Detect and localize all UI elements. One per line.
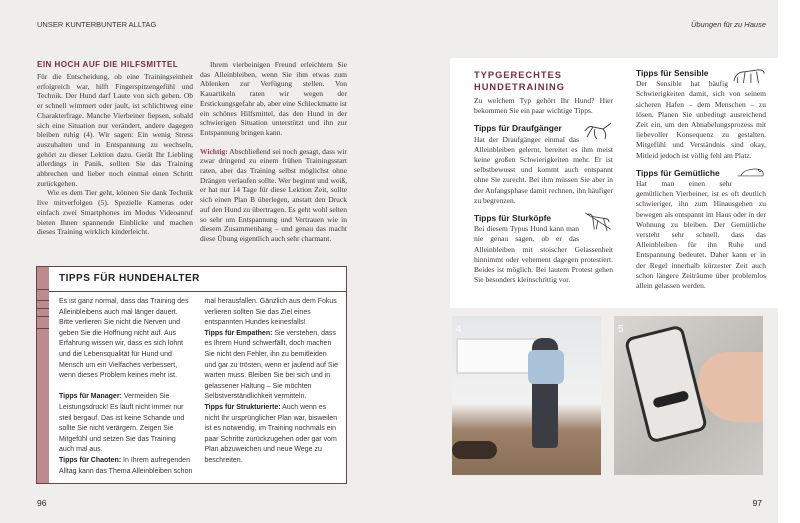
running-head: UNSER KUNTERBUNTER ALLTAG (37, 20, 157, 29)
types-column-1 (474, 70, 613, 285)
type-text: Bei diesem Typus Hund kann man nie genau sagen, ob er das Alleinbleiben mit stoischer Gelassenheit hinnimmt oder vehement dagegen protestiert. Beides ist möglich. Bei lautem Protest gehen Sie besonders kleinschrittig vor. (474, 224, 613, 285)
lying-dog-icon (736, 166, 766, 178)
important-label: Wichtig: (200, 146, 228, 156)
type-title: Tipps für Sturköpfe (474, 213, 552, 224)
column-1 (37, 60, 193, 237)
important-text: Abschließend sei noch gesagt, dass wir zwar dringend zu einem frühen Trainingsstart raten, aber das Training selbst möglichst ohne Drängen verlaufen sollte. Wer beginnt und weiß, er hat nur 14 Tage für diese Lektion Zeit, sollte sich einen Plan B überlegen, anstatt den Druck auf den Hund zu übertragen. Es geht wohl selten so sehr um Entspannung und Vertrauen wie in diesem Zusammenhang – und genau das macht diese Übung eigentlich auch sehr charmant. (200, 146, 347, 243)
box-title (474, 70, 613, 93)
tips-box-header (49, 267, 346, 292)
paragraph: Für die Entscheidung, ob eine Trainingseinheit erfolgreich war, hilft Fingerspitzengefühl und Technik. Der Hund darf Laute von sich geben. Ob er schnell wimmert oder jault, ist schlichtweg eine Charakterfrage. Manche Vierbeiner fiepsen, sobald sich eine Situation nur verändert, andere dagegen bleiben ruhig (4). Wir sagen: Ein wenig Stress auszuhalten und in Entspannung zu wechseln, gehört zu dieser Lektion dazu. Gerät Ihr Liebling allerdings in Panik, sollten Sie das Training abbrechen und lieber noch einmal einen Schritt zurückgehen. (37, 72, 193, 188)
dog-lying (452, 441, 497, 459)
tip-label: Tipps für Chaoten: (59, 456, 122, 464)
type-title: Tipps für Gemütliche (636, 167, 720, 178)
tip-text: Auch wenn es nicht Ihr ursprünglicher Plan war, bisweilen ist es notwendig, im Training nochmals ein paar Schritte zurückzugehen oder gar vom Plan abzuweichen und neue Wege zu beschreiten. (204, 403, 338, 464)
type-title: Tipps für Sensible (636, 68, 709, 78)
body-text (37, 72, 193, 237)
decorative-band (37, 267, 49, 483)
tips-columns (59, 297, 338, 477)
dog-types-box (450, 58, 778, 308)
box-title-line: HUNDETRAINING (474, 81, 565, 92)
paragraph: Wie es dem Tier geht, können Sie dank Technik live mitverfolgen (5). Spezielle Kameras oder einfach zwei Smartphones im Modus Videoanruf bieten Ihnen spannende Einblicke und machen dieses Training wirklich kinderleicht. (37, 188, 193, 237)
running-head: Übungen für zu Hause (690, 20, 766, 29)
tip-label: Tipps für Manager: (59, 393, 122, 401)
hand (698, 352, 763, 422)
page-number: 96 (37, 498, 47, 508)
type-text: Der Sensible hat häufig Schwierigkeiten damit, sich von seinem sicheren Hafen – dem Menschen – zu lösen. Planen Sie unbedingt ausreichend Zeit ein, um den Abnabelungsprozess mit liebevoller Konsequenz zu gestalten. Mitgefühl und Verständnis sind okay, Mitleid jedoch ist völlig fehl am Platz. (636, 79, 766, 160)
paragraph: Ihrem vierbeinigen Freund erleichtern Sie das Alleinbleiben, wenn Sie ihm etwas zum Ablenken zur Verfügung stellen. Von Kauartikeln raten wir wegen der Erstickungsgefahr ab, aber eine Schleckmatte ist ein schönes Hilfsmittel, das den Hund in der schwierigen Situation unterstützt und ihn zur Entspannung bringen kann. (200, 60, 347, 137)
tip-text: Vermeiden Sie Leistungsdruck! Es läuft nicht immer nur steil bergauf. Das ist keine Schande und sollte Sie nicht verärgern. Zeigen Sie Mitgefühl und setzen Sie das Training auch mal aus. (59, 393, 185, 454)
smartphone (624, 324, 708, 443)
tips-intro: Es ist ganz normal, dass das Training des Alleinbleibens auch mal länger dauert. Bitte verlieren Sie nicht die Nerven und geben Sie die Hoffnung nicht auf. Aus Erfahrung wissen wir, dass es sich lohnt und die Lebensqualität für Hund und Mensch um ein Vielfaches verbessert, wenn dieses Problem keines mehr ist. (59, 298, 189, 380)
shy-dog-icon (732, 66, 766, 85)
right-page (400, 0, 778, 523)
stubborn-dog-icon (583, 211, 613, 233)
tip-text: Sie verstehen, dass es Ihrem Hund schwerfällt, doch machen Sie nicht den Fehler, ihn zu bemitleiden und gar zu trösten, wenn er jaulend auf Sie warten muss. Bleiben Sie bei sich und in gelassener Haltung – Sie möchten Selbstverständlichkeit vermitteln. (204, 329, 338, 401)
jumping-dog-icon (583, 121, 613, 141)
types-column-2 (636, 61, 766, 291)
tip-label: Tipps für Strukturierte: (204, 403, 281, 411)
photo-number: 4 (456, 324, 462, 335)
type-title: Tipps für Draufgänger (474, 123, 562, 134)
tip-label: Tipps für Empathen: (204, 329, 273, 337)
window (456, 338, 536, 374)
box-intro: Zu welchem Typ gehört Ihr Hund? Hier bekommen Sie ein paar wichtige Tipps. (474, 96, 613, 116)
tips-box-title: TIPPS FÜR HUNDEHALTER (59, 273, 200, 284)
tip-text: In Ihrem aufregenden Alltag kann das Thema Alleinbleiben schon mal herausfallen. Gänzlich aus dem Fokus verlieren sollten Sie das Ziel eines entspannten Hundes keinesfalls! (59, 298, 337, 475)
photo-number: 5 (618, 324, 624, 335)
photo-phone-camera (614, 316, 763, 475)
page-number: 97 (752, 498, 762, 508)
section-title: EIN HOCH AUF DIE HILFSMITTEL (37, 60, 179, 69)
type-text: Hat der Draufgänger einmal das Alleinbleiben gelernt, bereitet es ihm meist keine großen Schwierigkeiten mehr. Er ist selbstbewusst und kommt auch entspannt ohne Sie zurecht. Bei ihm müssen Sie aber in der Anfangsphase damit rechnen, ihn häufiger zu begrenzen. (474, 134, 613, 205)
tips-box (36, 266, 347, 484)
denim-jacket (528, 350, 564, 384)
photo-woman-leaving-dog (452, 316, 601, 475)
column-2 (200, 60, 347, 244)
box-title-line: TYPGERECHTES (474, 70, 562, 80)
dog-on-screen (652, 390, 689, 408)
type-text: Hat man einen sehr gemütlichen Vierbeiner, ist es oft deutlich schwieriger, ihn zum Hinausgehen zu bewegen als entspannt im Haus oder in der Wohnung zu bleiben. Der Gemütliche versteht sehr schnell, dass das Alleinbleiben für ihn Ruhe und Entspannung bedeutet. Daher kann er in der Regel innerhalb kürzester Zeit auch schon längere Zeiträume über problemlos allein gelassen werden. (636, 179, 766, 291)
